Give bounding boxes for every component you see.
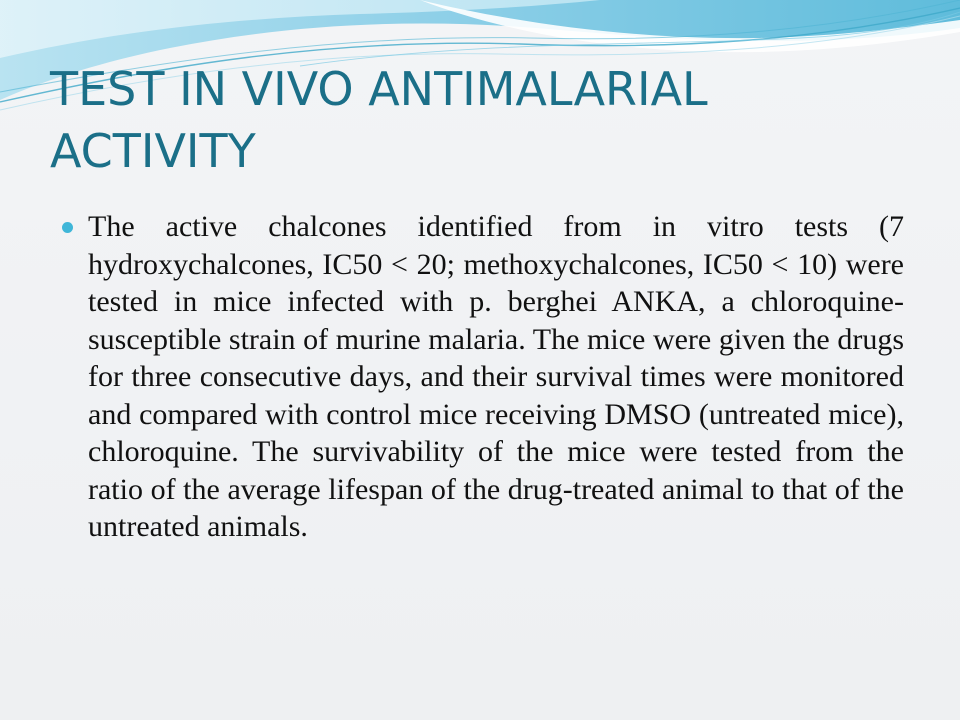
bullet-text: The active chalcones identified from in vitro tests (7 hydroxychalcones, IC50 < 20; methoxychalcones, IC50 < 10) were tested in mice infected with p. berghei ANKA, a chloroquine-susceptible strain of murine malaria. The mice were given the drugs for three consecutive days, and their survival times were monitored and compared with control mice receiving DMSO (untreated mice), chloroquine. The survivability of the mice were tested from the ratio of the average lifespan of the drug-treated animal to that of the untreated animals. bbox=[88, 210, 904, 543]
bullet-item bbox=[62, 208, 904, 546]
slide-body bbox=[62, 208, 904, 546]
slide-title: TEST IN VIVO ANTIMALARIAL ACTIVITY bbox=[50, 62, 708, 178]
bullet-dot-icon bbox=[62, 222, 73, 233]
